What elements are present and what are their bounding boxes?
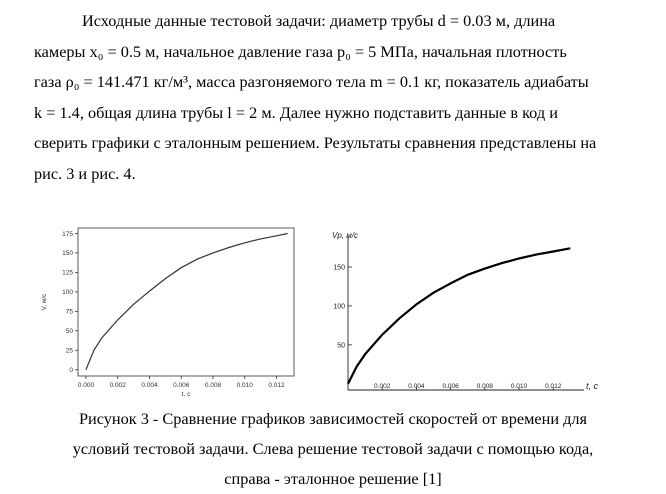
x-tick-label: 0.006 — [173, 382, 190, 389]
paragraph-line: камеры x₀ = 0.5 м, начальное давление газа p₀ = 5 МПа, начальная плотность — [34, 41, 567, 61]
x-tick-label: 0.000 — [77, 382, 95, 389]
figure-caption — [20, 404, 646, 494]
x-tick-label: 0.002 — [109, 382, 126, 389]
plot-frame — [78, 228, 294, 376]
reference-series-line — [348, 248, 570, 383]
y-tick-label: 50 — [65, 328, 73, 336]
paragraph-line: сверить графики с эталонным решением. Результаты сравнения представлены на — [34, 133, 597, 153]
caption-line: Рисунок 3 - Сравнение графиков зависимостей скоростей от времени для — [78, 409, 588, 428]
x-tick-label: 0.012 — [268, 382, 285, 389]
y-tick-label: 0 — [69, 367, 73, 375]
x-tick-label: 0.004 — [408, 383, 425, 390]
caption-line: справа - эталонное решение [1] — [224, 469, 442, 488]
x-tick-label: 0.006 — [442, 383, 459, 390]
x-tick-label: 0.010 — [510, 383, 528, 390]
x-tick-label: 0.010 — [236, 382, 253, 389]
y-tick-label: 100 — [333, 303, 345, 311]
y-tick-label: 125 — [62, 269, 73, 277]
y-axis-label: V, м/с — [41, 293, 48, 311]
y-tick-label: 75 — [65, 308, 73, 316]
x-tick-label: 0.004 — [141, 382, 158, 389]
paragraph-line: k = 1.4, общая длина трубы l = 2 м. Далее нужно подставить данные в код и — [34, 102, 558, 122]
velocity-series-line — [86, 234, 288, 370]
y-axis-label: Vp, м/с — [332, 231, 358, 240]
paragraph-line: рис. 3 и рис. 4. — [34, 163, 136, 183]
y-tick-label: 25 — [65, 347, 73, 355]
paragraph-line: газа ρ₀ = 141.471 кг/м³, масса разгоняемого тела m = 0.1 кг, показатель адиабаты — [34, 72, 589, 92]
y-tick-label: 50 — [337, 342, 345, 350]
x-tick-label: 0.008 — [476, 383, 493, 390]
body-paragraph — [34, 6, 634, 190]
x-tick-label: 0.008 — [204, 382, 222, 389]
x-tick-label: 0.012 — [545, 383, 562, 390]
paragraph-line: Исходные данные тестовой задачи: диаметр трубы d = 0.03 м, длина — [82, 11, 556, 30]
right-reference-chart — [322, 222, 612, 400]
x-axis-label: t, с — [181, 391, 191, 398]
caption-line: условий тестовой задачи. Слева решение тестовой задачи с помощью кода, — [72, 439, 594, 458]
y-tick-label: 100 — [62, 289, 73, 297]
x-axis-label: t, с — [586, 381, 599, 391]
left-velocity-chart — [30, 218, 300, 403]
y-tick-label: 150 — [333, 264, 345, 272]
x-tick-label: 0.002 — [374, 383, 391, 390]
y-tick-label: 150 — [62, 250, 73, 258]
y-tick-label: 175 — [62, 230, 73, 238]
